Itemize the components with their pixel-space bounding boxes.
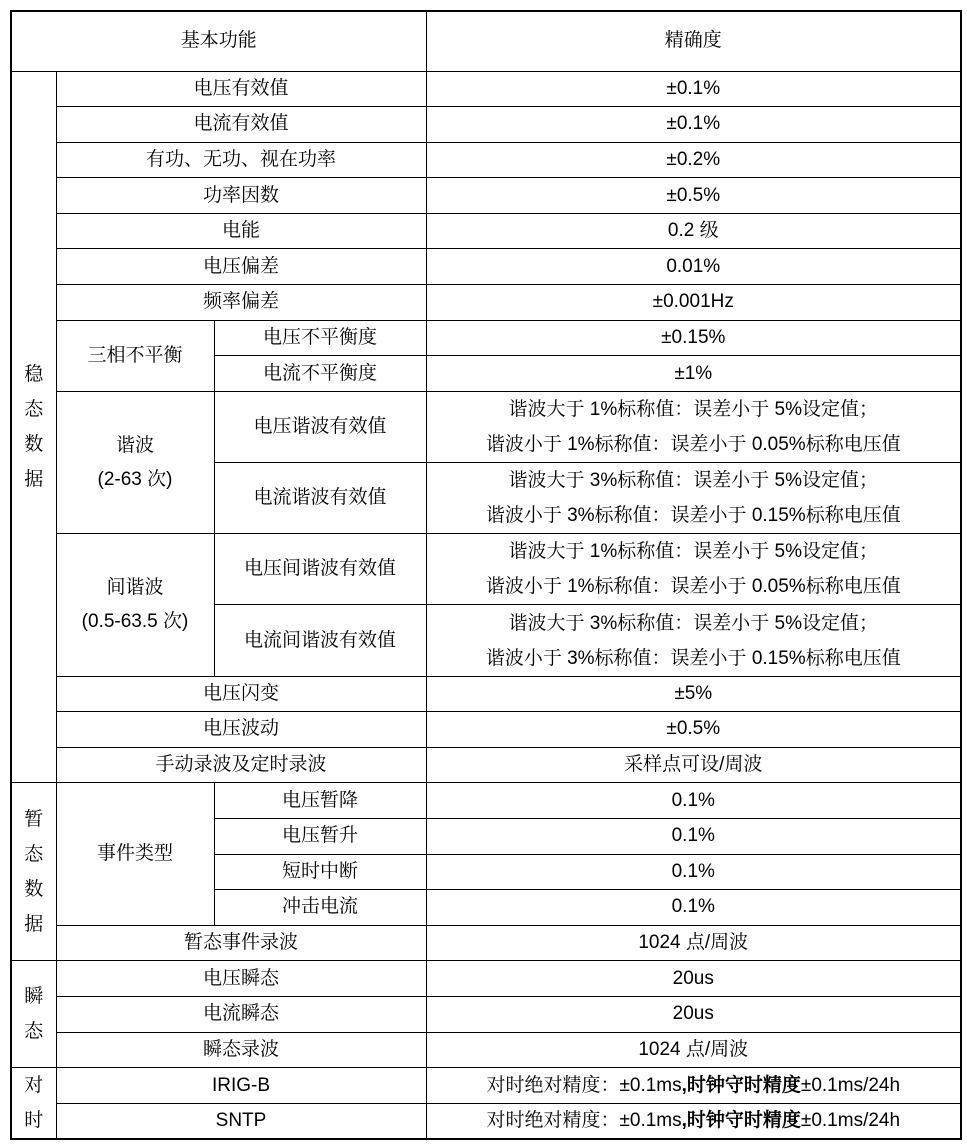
function-name: 电压暂升 bbox=[214, 818, 426, 854]
function-name: 电流瞬态 bbox=[56, 996, 426, 1032]
function-name: 有功、无功、视在功率 bbox=[56, 142, 426, 178]
header-row bbox=[11, 11, 961, 71]
function-name: 电压偏差 bbox=[56, 249, 426, 285]
category-steady-state bbox=[11, 71, 56, 783]
accuracy-tail: ±0.1ms/24h bbox=[800, 1074, 901, 1096]
accuracy-value: 0.01% bbox=[426, 249, 961, 285]
accuracy-value: 0.1% bbox=[426, 890, 961, 926]
table-row bbox=[11, 142, 961, 178]
group-harmonic bbox=[56, 391, 214, 533]
function-name: IRIG-B bbox=[56, 1068, 426, 1104]
function-name: 电流不平衡度 bbox=[214, 356, 426, 392]
category-instantaneous bbox=[11, 961, 56, 1068]
accuracy-value: ±0.5% bbox=[426, 712, 961, 748]
accuracy-line: 谐波大于 1%标称值：误差小于 5%设定值； bbox=[508, 541, 878, 563]
accuracy-value: 0.1% bbox=[426, 854, 961, 890]
function-name: 电能 bbox=[56, 213, 426, 249]
accuracy-value: ±0.1% bbox=[426, 71, 961, 107]
accuracy-value bbox=[426, 391, 961, 462]
group-event-type: 事件类型 bbox=[56, 783, 214, 925]
function-name: 手动录波及定时录波 bbox=[56, 747, 426, 783]
table-row bbox=[11, 534, 961, 605]
function-name: 电压闪变 bbox=[56, 676, 426, 712]
table-row bbox=[11, 71, 961, 107]
accuracy-line: 谐波小于 1%标称值：误差小于 0.05%标称电压值 bbox=[485, 433, 901, 455]
function-name: 电压谐波有效值 bbox=[214, 391, 426, 462]
accuracy-value bbox=[426, 463, 961, 534]
group-unbalance: 三相不平衡 bbox=[56, 320, 214, 391]
function-name: 频率偏差 bbox=[56, 285, 426, 321]
accuracy-emphasis: ,时钟守时精度 bbox=[681, 1074, 801, 1096]
table-row bbox=[11, 712, 961, 748]
function-name: 电压间谐波有效值 bbox=[214, 534, 426, 605]
accuracy-lead: 对时绝对精度：±0.1ms bbox=[486, 1074, 682, 1096]
accuracy-line: 谐波小于 1%标称值：误差小于 0.05%标称电压值 bbox=[485, 576, 901, 598]
table-row bbox=[11, 1068, 961, 1104]
table-row bbox=[11, 783, 961, 819]
category-label: 暂态数据 bbox=[24, 808, 44, 935]
table-row bbox=[11, 1032, 961, 1068]
table-row bbox=[11, 213, 961, 249]
accuracy-line: 谐波大于 1%标称值：误差小于 5%设定值； bbox=[508, 398, 878, 420]
group-label: 谐波 bbox=[115, 434, 154, 456]
accuracy-value: ±1% bbox=[426, 356, 961, 392]
accuracy-value: ±5% bbox=[426, 676, 961, 712]
accuracy-value: 0.1% bbox=[426, 783, 961, 819]
table-row bbox=[11, 285, 961, 321]
function-name: 电流有效值 bbox=[56, 107, 426, 143]
function-name: 电压波动 bbox=[56, 712, 426, 748]
accuracy-table bbox=[10, 10, 962, 1140]
accuracy-value: ±0.15% bbox=[426, 320, 961, 356]
function-name: 电压不平衡度 bbox=[214, 320, 426, 356]
accuracy-value bbox=[426, 605, 961, 676]
function-name: 冲击电流 bbox=[214, 890, 426, 926]
function-name: 瞬态录波 bbox=[56, 1032, 426, 1068]
header-function: 基本功能 bbox=[11, 11, 426, 71]
table-row bbox=[11, 391, 961, 462]
group-label: 间谐波 bbox=[106, 576, 164, 598]
category-label: 对时 bbox=[24, 1075, 44, 1132]
accuracy-value bbox=[426, 1068, 961, 1104]
table-row bbox=[11, 320, 961, 356]
harmonic-order: (2-63 次) bbox=[97, 468, 173, 490]
category-label: 瞬态 bbox=[24, 986, 44, 1043]
table-row bbox=[11, 925, 961, 961]
table-row bbox=[11, 676, 961, 712]
function-name: 功率因数 bbox=[56, 178, 426, 214]
accuracy-value: ±0.5% bbox=[426, 178, 961, 214]
function-name: 电流间谐波有效值 bbox=[214, 605, 426, 676]
accuracy-value: 1024 点/周波 bbox=[426, 1032, 961, 1068]
table-row bbox=[11, 1103, 961, 1139]
header-accuracy: 精确度 bbox=[426, 11, 961, 71]
table-row bbox=[11, 178, 961, 214]
accuracy-line: 谐波大于 3%标称值：误差小于 5%设定值； bbox=[508, 612, 878, 634]
accuracy-lead: 对时绝对精度：±0.1ms bbox=[486, 1110, 682, 1131]
accuracy-value: 1024 点/周波 bbox=[426, 925, 961, 961]
function-name: 电压有效值 bbox=[56, 71, 426, 107]
function-name: 电压瞬态 bbox=[56, 961, 426, 997]
accuracy-line: 谐波小于 3%标称值：误差小于 0.15%标称电压值 bbox=[485, 647, 901, 669]
function-name: SNTP bbox=[56, 1103, 426, 1139]
table-row bbox=[11, 961, 961, 997]
group-interharmonic bbox=[56, 534, 214, 676]
function-name: 短时中断 bbox=[214, 854, 426, 890]
accuracy-value bbox=[426, 1103, 961, 1139]
accuracy-value: 0.2 级 bbox=[426, 213, 961, 249]
accuracy-value: ±0.001Hz bbox=[426, 285, 961, 321]
category-transient bbox=[11, 783, 56, 961]
table-row bbox=[11, 107, 961, 143]
harmonic-order: (0.5-63.5 次) bbox=[81, 610, 189, 632]
accuracy-value: ±0.1% bbox=[426, 107, 961, 143]
accuracy-tail: ±0.1ms/24h bbox=[800, 1110, 901, 1131]
accuracy-value: ±0.2% bbox=[426, 142, 961, 178]
table-row bbox=[11, 249, 961, 285]
accuracy-value bbox=[426, 534, 961, 605]
category-label: 稳态数据 bbox=[24, 363, 44, 490]
accuracy-line: 谐波小于 3%标称值：误差小于 0.15%标称电压值 bbox=[485, 505, 901, 527]
function-name: 暂态事件录波 bbox=[56, 925, 426, 961]
accuracy-value: 20us bbox=[426, 996, 961, 1032]
table-row bbox=[11, 747, 961, 783]
accuracy-emphasis: ,时钟守时精度 bbox=[681, 1110, 801, 1131]
accuracy-value: 20us bbox=[426, 961, 961, 997]
accuracy-line: 谐波大于 3%标称值：误差小于 5%设定值； bbox=[508, 470, 878, 492]
table-row bbox=[11, 996, 961, 1032]
accuracy-value: 采样点可设/周波 bbox=[426, 747, 961, 783]
function-name: 电压暂降 bbox=[214, 783, 426, 819]
accuracy-value: 0.1% bbox=[426, 818, 961, 854]
function-name: 电流谐波有效值 bbox=[214, 463, 426, 534]
category-time-sync bbox=[11, 1068, 56, 1140]
